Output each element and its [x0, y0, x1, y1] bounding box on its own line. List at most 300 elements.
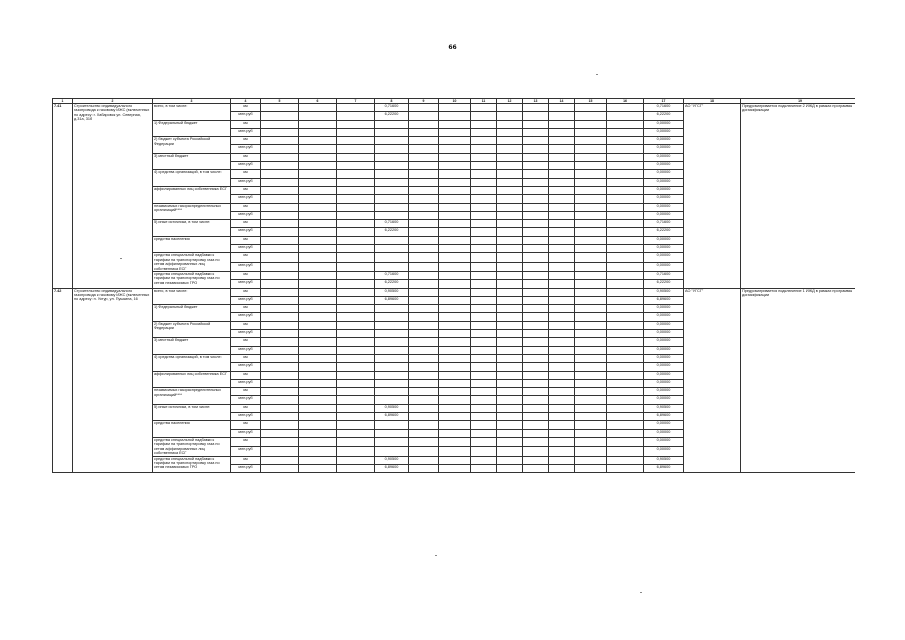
object-description: Строительство индивидуального газопровода к газовому ИЖС (включенных по адресу: г. Хабаровск ул. Северная, д.31а, 31б	[73, 104, 153, 289]
empty-cell	[575, 153, 607, 161]
empty-cell	[607, 145, 644, 153]
empty-cell	[299, 170, 337, 178]
total-value-cell: 0,00000	[644, 388, 684, 396]
unit-cell: млн.руб	[231, 296, 261, 304]
unit-cell: млн.руб	[231, 128, 261, 136]
column-number-cell: 19	[741, 99, 856, 104]
empty-cell	[439, 363, 471, 371]
empty-cell	[439, 388, 471, 396]
empty-cell	[607, 379, 644, 387]
empty-cell	[471, 153, 497, 161]
value-cell	[375, 437, 409, 446]
value-cell: 0,71600	[375, 104, 409, 112]
empty-cell	[523, 186, 549, 194]
empty-cell	[409, 153, 439, 161]
empty-cell	[471, 363, 497, 371]
empty-cell	[575, 195, 607, 203]
empty-cell	[337, 120, 375, 128]
empty-cell	[575, 371, 607, 379]
empty-cell	[607, 245, 644, 253]
unit-cell: км	[231, 137, 261, 145]
empty-cell	[471, 128, 497, 136]
unit-cell: млн.руб	[231, 145, 261, 153]
empty-cell	[471, 429, 497, 437]
value-cell	[375, 388, 409, 396]
empty-cell	[607, 354, 644, 362]
empty-cell	[471, 396, 497, 404]
empty-cell	[261, 354, 299, 362]
empty-cell	[299, 262, 337, 271]
total-value-cell: 6,22200	[644, 280, 684, 288]
empty-cell	[575, 363, 607, 371]
empty-cell	[261, 104, 299, 112]
unit-cell: км	[231, 288, 261, 296]
empty-cell	[523, 145, 549, 153]
column-number-cell: 7	[337, 99, 375, 104]
empty-cell	[523, 346, 549, 354]
value-cell	[375, 338, 409, 346]
total-value-cell: 0,00000	[644, 313, 684, 321]
empty-cell	[299, 330, 337, 338]
unit-cell: км	[231, 253, 261, 262]
empty-cell	[607, 236, 644, 244]
empty-cell	[299, 228, 337, 236]
total-value-cell: 0,00000	[644, 128, 684, 136]
scan-speck	[596, 74, 598, 75]
empty-cell	[471, 388, 497, 396]
empty-cell	[261, 379, 299, 387]
funding-source-label: аффилированных лиц собственника ЕСГ	[153, 371, 231, 388]
empty-cell	[523, 112, 549, 120]
value-cell	[375, 203, 409, 211]
empty-cell	[471, 228, 497, 236]
section-code: 7.42	[53, 288, 73, 473]
object-description: Строительство индивидуального газопровода к газовому ИЖС (включенных по адресу: п. Уктур, ул. Пушкина, 16	[73, 288, 153, 473]
empty-cell	[299, 404, 337, 412]
funding-source-label: средства специальной надбавки к тарифам на транспортировку газа по сетям независимых ГРО	[153, 456, 231, 473]
unit-cell: км	[231, 305, 261, 313]
empty-cell	[523, 429, 549, 437]
empty-cell	[549, 245, 575, 253]
empty-cell	[471, 186, 497, 194]
empty-cell	[497, 379, 523, 387]
value-cell: 6,89600	[375, 413, 409, 421]
empty-cell	[549, 280, 575, 288]
empty-cell	[409, 245, 439, 253]
total-value-cell: 0,90500	[644, 404, 684, 412]
empty-cell	[439, 203, 471, 211]
total-value-cell: 0,00000	[644, 211, 684, 219]
empty-cell	[409, 396, 439, 404]
column-number-cell: 1	[53, 99, 73, 104]
empty-cell	[575, 262, 607, 271]
empty-cell	[549, 363, 575, 371]
empty-cell	[575, 413, 607, 421]
empty-cell	[299, 211, 337, 219]
empty-cell	[409, 379, 439, 387]
value-cell: 0,90500	[375, 456, 409, 464]
total-value-cell: 0,00000	[644, 363, 684, 371]
empty-cell	[337, 371, 375, 379]
empty-cell	[607, 338, 644, 346]
unit-cell: млн.руб	[231, 178, 261, 186]
value-cell: 6,22200	[375, 280, 409, 288]
empty-cell	[497, 437, 523, 446]
empty-cell	[299, 396, 337, 404]
total-value-cell: 0,71600	[644, 220, 684, 228]
empty-cell	[549, 236, 575, 244]
empty-cell	[607, 120, 644, 128]
empty-cell	[409, 464, 439, 472]
empty-cell	[471, 464, 497, 472]
table-row	[53, 104, 856, 112]
funding-source-label: средства специальной надбавки к тарифам на транспортировку газа по сетям независимых ГРО	[153, 271, 231, 288]
value-cell	[375, 330, 409, 338]
empty-cell	[261, 170, 299, 178]
empty-cell	[497, 321, 523, 329]
empty-cell	[471, 288, 497, 296]
empty-cell	[575, 437, 607, 446]
empty-cell	[607, 262, 644, 271]
empty-cell	[261, 321, 299, 329]
empty-cell	[523, 280, 549, 288]
empty-cell	[261, 145, 299, 153]
empty-cell	[409, 296, 439, 304]
page-number: 66	[448, 44, 457, 51]
empty-cell	[409, 195, 439, 203]
empty-cell	[607, 153, 644, 161]
empty-cell	[439, 413, 471, 421]
empty-cell	[439, 429, 471, 437]
empty-cell	[497, 128, 523, 136]
empty-cell	[497, 421, 523, 429]
empty-cell	[471, 404, 497, 412]
empty-cell	[549, 162, 575, 170]
empty-cell	[439, 404, 471, 412]
empty-cell	[439, 346, 471, 354]
unit-cell: млн.руб	[231, 162, 261, 170]
empty-cell	[471, 253, 497, 262]
empty-cell	[497, 203, 523, 211]
empty-cell	[471, 305, 497, 313]
empty-cell	[439, 421, 471, 429]
total-value-cell: 0,00000	[644, 170, 684, 178]
value-cell	[375, 195, 409, 203]
empty-cell	[337, 162, 375, 170]
empty-cell	[337, 253, 375, 262]
empty-cell	[409, 120, 439, 128]
unit-cell: км	[231, 104, 261, 112]
empty-cell	[497, 456, 523, 464]
empty-cell	[497, 305, 523, 313]
empty-cell	[523, 128, 549, 136]
empty-cell	[549, 120, 575, 128]
empty-cell	[607, 195, 644, 203]
value-cell	[375, 371, 409, 379]
empty-cell	[337, 220, 375, 228]
empty-cell	[337, 296, 375, 304]
empty-cell	[497, 371, 523, 379]
empty-cell	[299, 145, 337, 153]
empty-cell	[409, 128, 439, 136]
empty-cell	[337, 330, 375, 338]
empty-cell	[439, 321, 471, 329]
empty-cell	[337, 456, 375, 464]
empty-cell	[337, 245, 375, 253]
empty-cell	[261, 220, 299, 228]
empty-cell	[575, 220, 607, 228]
empty-cell	[337, 413, 375, 421]
empty-cell	[607, 413, 644, 421]
empty-cell	[497, 296, 523, 304]
empty-cell	[471, 346, 497, 354]
empty-cell	[337, 195, 375, 203]
empty-cell	[471, 456, 497, 464]
empty-cell	[607, 346, 644, 354]
empty-cell	[549, 153, 575, 161]
empty-cell	[261, 211, 299, 219]
total-value-cell: 6,22200	[644, 112, 684, 120]
empty-cell	[261, 413, 299, 421]
empty-cell	[439, 186, 471, 194]
funding-source-label: независимых газораспределительных организаций****	[153, 203, 231, 220]
empty-cell	[409, 421, 439, 429]
empty-cell	[409, 137, 439, 145]
empty-cell	[439, 379, 471, 387]
empty-cell	[409, 330, 439, 338]
empty-cell	[497, 363, 523, 371]
empty-cell	[497, 236, 523, 244]
empty-cell	[337, 305, 375, 313]
total-value-cell: 0,00000	[644, 421, 684, 429]
empty-cell	[261, 153, 299, 161]
empty-cell	[409, 203, 439, 211]
funding-source-label: 1) Федеральный бюджет	[153, 305, 231, 322]
empty-cell	[523, 178, 549, 186]
empty-cell	[497, 112, 523, 120]
empty-cell	[575, 330, 607, 338]
investment-table-sheet	[52, 98, 855, 490]
empty-cell	[409, 413, 439, 421]
empty-cell	[337, 153, 375, 161]
empty-cell	[549, 262, 575, 271]
empty-cell	[409, 236, 439, 244]
empty-cell	[299, 253, 337, 262]
empty-cell	[299, 104, 337, 112]
empty-cell	[523, 203, 549, 211]
empty-cell	[549, 456, 575, 464]
empty-cell	[471, 421, 497, 429]
empty-cell	[497, 388, 523, 396]
empty-cell	[607, 112, 644, 120]
funding-source-label: 4) средства организаций, в том числе:	[153, 170, 231, 187]
total-value-cell: 0,00000	[644, 371, 684, 379]
empty-cell	[299, 305, 337, 313]
empty-cell	[549, 145, 575, 153]
empty-cell	[549, 396, 575, 404]
empty-cell	[471, 195, 497, 203]
empty-cell	[337, 464, 375, 472]
empty-cell	[471, 162, 497, 170]
empty-cell	[337, 421, 375, 429]
empty-cell	[261, 288, 299, 296]
empty-cell	[497, 346, 523, 354]
empty-cell	[607, 330, 644, 338]
unit-cell: млн.руб	[231, 429, 261, 437]
empty-cell	[299, 186, 337, 194]
empty-cell	[575, 186, 607, 194]
empty-cell	[523, 404, 549, 412]
unit-cell: млн.руб	[231, 330, 261, 338]
unit-cell: млн.руб	[231, 413, 261, 421]
empty-cell	[261, 128, 299, 136]
empty-cell	[607, 170, 644, 178]
empty-cell	[523, 413, 549, 421]
empty-cell	[607, 456, 644, 464]
empty-cell	[337, 288, 375, 296]
empty-cell	[337, 346, 375, 354]
empty-cell	[471, 437, 497, 446]
empty-cell	[549, 253, 575, 262]
funding-source-label: 1) Федеральный бюджет	[153, 120, 231, 137]
unit-cell: млн.руб	[231, 228, 261, 236]
empty-cell	[523, 220, 549, 228]
empty-cell	[299, 313, 337, 321]
empty-cell	[337, 170, 375, 178]
empty-cell	[439, 145, 471, 153]
total-value-cell: 0,00000	[644, 338, 684, 346]
empty-cell	[299, 203, 337, 211]
value-cell	[375, 178, 409, 186]
value-cell: 0,71600	[375, 220, 409, 228]
value-cell	[375, 447, 409, 456]
empty-cell	[549, 413, 575, 421]
empty-cell	[523, 236, 549, 244]
empty-cell	[471, 203, 497, 211]
empty-cell	[299, 456, 337, 464]
empty-cell	[497, 280, 523, 288]
empty-cell	[261, 429, 299, 437]
unit-cell: млн.руб	[231, 363, 261, 371]
unit-cell: км	[231, 404, 261, 412]
value-cell	[375, 245, 409, 253]
empty-cell	[471, 296, 497, 304]
unit-cell: млн.руб	[231, 379, 261, 387]
empty-cell	[439, 137, 471, 145]
empty-cell	[575, 145, 607, 153]
empty-cell	[575, 404, 607, 412]
empty-cell	[471, 354, 497, 362]
empty-cell	[409, 186, 439, 194]
empty-cell	[261, 253, 299, 262]
empty-cell	[523, 296, 549, 304]
unit-cell: км	[231, 120, 261, 128]
value-cell	[375, 379, 409, 387]
empty-cell	[607, 437, 644, 446]
value-cell	[375, 396, 409, 404]
empty-cell	[409, 447, 439, 456]
empty-cell	[549, 170, 575, 178]
total-value-cell: 0,90500	[644, 288, 684, 296]
empty-cell	[523, 371, 549, 379]
empty-cell	[337, 447, 375, 456]
value-cell	[375, 346, 409, 354]
empty-cell	[549, 228, 575, 236]
empty-cell	[497, 220, 523, 228]
empty-cell	[409, 354, 439, 362]
empty-cell	[299, 280, 337, 288]
empty-cell	[607, 313, 644, 321]
empty-cell	[439, 305, 471, 313]
empty-cell	[523, 228, 549, 236]
funding-source-label: всего, в том числе:	[153, 288, 231, 305]
empty-cell	[439, 447, 471, 456]
empty-cell	[409, 371, 439, 379]
empty-cell	[439, 396, 471, 404]
total-value-cell: 0,00000	[644, 120, 684, 128]
scan-speck	[435, 555, 437, 556]
empty-cell	[409, 211, 439, 219]
empty-cell	[471, 262, 497, 271]
empty-cell	[439, 437, 471, 446]
value-cell: 6,89600	[375, 464, 409, 472]
empty-cell	[575, 170, 607, 178]
empty-cell	[471, 170, 497, 178]
empty-cell	[471, 245, 497, 253]
empty-cell	[497, 120, 523, 128]
value-cell	[375, 153, 409, 161]
empty-cell	[299, 162, 337, 170]
empty-cell	[337, 186, 375, 194]
note-cell: Предусматривается подключение 2 ИЖД в рамках программы догазификации	[741, 104, 856, 289]
value-cell: 6,89600	[375, 296, 409, 304]
empty-cell	[299, 271, 337, 279]
empty-cell	[439, 338, 471, 346]
total-value-cell: 0,00000	[644, 186, 684, 194]
value-cell	[375, 321, 409, 329]
empty-cell	[607, 404, 644, 412]
empty-cell	[337, 396, 375, 404]
empty-cell	[337, 354, 375, 362]
empty-cell	[575, 447, 607, 456]
empty-cell	[337, 203, 375, 211]
empty-cell	[409, 162, 439, 170]
empty-cell	[439, 296, 471, 304]
empty-cell	[575, 228, 607, 236]
empty-cell	[299, 112, 337, 120]
empty-cell	[523, 447, 549, 456]
total-value-cell: 0,00000	[644, 429, 684, 437]
empty-cell	[523, 195, 549, 203]
empty-cell	[575, 245, 607, 253]
empty-cell	[261, 396, 299, 404]
funding-source-label: 3) местный бюджет	[153, 153, 231, 170]
scan-speck	[120, 258, 122, 259]
empty-cell	[299, 338, 337, 346]
empty-cell	[575, 178, 607, 186]
empty-cell	[471, 112, 497, 120]
funding-source-label: 2) бюджет субъекта Российской Федерации	[153, 137, 231, 154]
empty-cell	[439, 464, 471, 472]
empty-cell	[549, 271, 575, 279]
column-number-cell: 18	[684, 99, 741, 104]
empty-cell	[549, 211, 575, 219]
empty-cell	[409, 346, 439, 354]
empty-cell	[261, 305, 299, 313]
unit-cell: млн.руб	[231, 396, 261, 404]
empty-cell	[497, 137, 523, 145]
value-cell	[375, 211, 409, 219]
